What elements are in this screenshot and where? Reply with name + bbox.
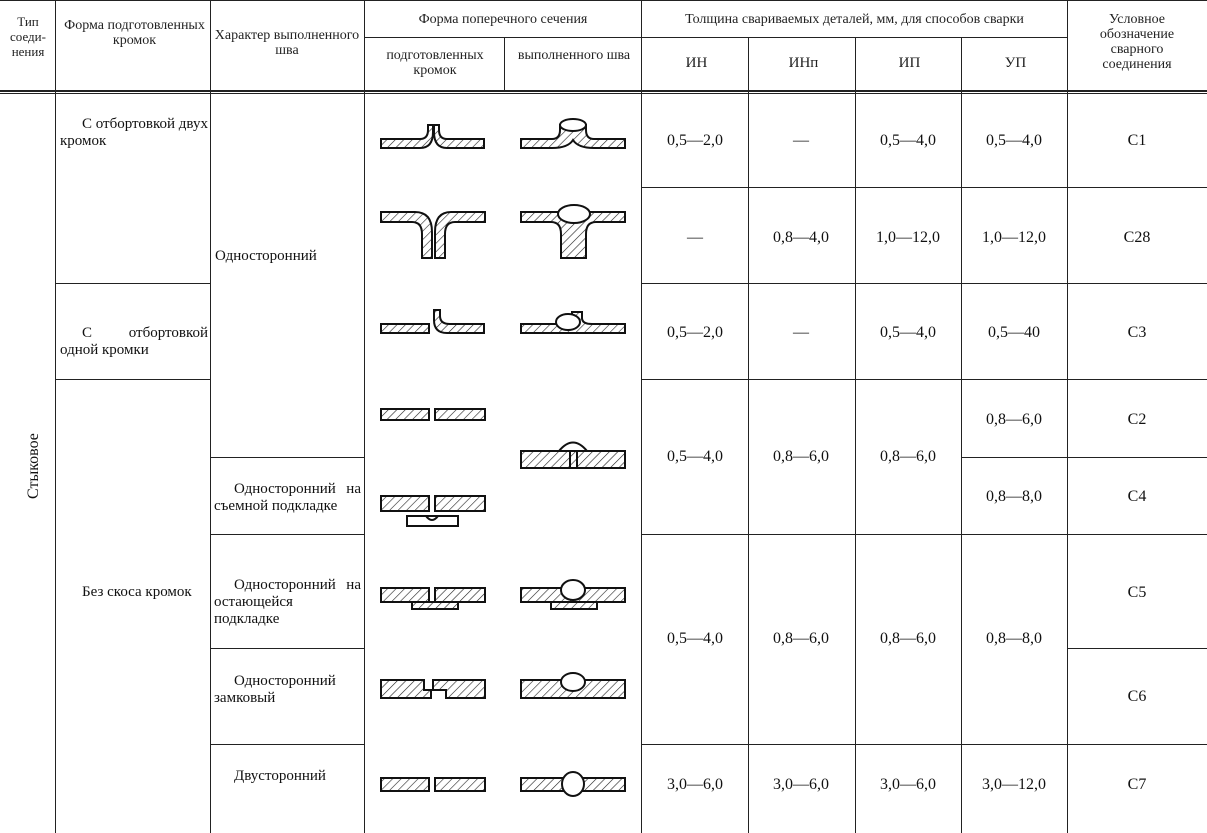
header-thickness: Толщина свариваемых деталей, мм, для способов сварки: [685, 12, 1024, 27]
character-permanent-backing: Односторонний на остающейся подкладке: [214, 577, 361, 627]
cell-c2c4-ip: 0,8—6,0: [880, 448, 936, 465]
cell-c5-code: С5: [1127, 584, 1147, 601]
sketch-c5-weld-bead: [561, 580, 585, 600]
sketch-c6-prepared: [433, 680, 485, 698]
cell-c28-in: —: [687, 229, 703, 246]
cell-c7-ip: 3,0—6,0: [880, 776, 936, 793]
edge-form-no-bevel: Без скоса кромок: [82, 584, 192, 600]
cell-c6-code: С6: [1127, 688, 1147, 705]
sketch-c2c4-weld-bead: [559, 443, 587, 452]
sketch-c7-weld-bead: [562, 772, 584, 796]
sketch-c4-prepared: [435, 496, 485, 511]
sketch-c2-prepared: [435, 409, 485, 420]
cell-c7-up: 3,0—12,0: [982, 776, 1046, 793]
header-section-prepared: подготовленных кромок: [386, 48, 484, 78]
cell-c28-ip: 1,0—12,0: [876, 229, 940, 246]
header-designation: Условное обозначение сварного соединения: [1099, 12, 1175, 72]
cell-c2c4-inp: 0,8—6,0: [773, 448, 829, 465]
sketch-c28-prepared: [435, 212, 485, 258]
sketch-c5-weld-backing: [551, 602, 597, 609]
cell-c7-inp: 3,0—6,0: [773, 776, 829, 793]
sketch-c28-prepared: [381, 212, 432, 258]
sketch-c1-prepared: [381, 125, 433, 148]
cell-c3-up: 0,5—40: [988, 324, 1040, 341]
header-section-weld: выполненного шва: [517, 48, 631, 63]
cell-c5c6-inp: 0,8—6,0: [773, 630, 829, 647]
cell-c1-code: С1: [1127, 132, 1147, 149]
cell-c28-inp: 0,8—4,0: [773, 229, 829, 246]
sketch-c1-weld-bead: [560, 119, 586, 131]
sketch-c2-prepared: [381, 409, 429, 420]
header-section: Форма поперечного сечения: [418, 12, 588, 27]
cell-c7-in: 3,0—6,0: [667, 776, 723, 793]
cell-c28-up: 1,0—12,0: [982, 229, 1046, 246]
cell-c5c6-in: 0,5—4,0: [667, 630, 723, 647]
cell-c1-in: 0,5—2,0: [667, 132, 723, 149]
header-joint-type: Тип соеди-нения: [10, 14, 46, 59]
cell-c2c4-in: 0,5—4,0: [667, 448, 723, 465]
header-method-in: ИН: [685, 55, 708, 71]
sketch-c6-prepared: [381, 680, 431, 698]
cell-c3-code: С3: [1127, 324, 1147, 341]
cell-c3-ip: 0,5—4,0: [880, 324, 936, 341]
cell-c4-up: 0,8—8,0: [986, 488, 1042, 505]
header-character: Характер выполненного шва: [214, 28, 360, 58]
cell-c1-inp: —: [793, 132, 809, 149]
character-one-sided: Односторонний: [215, 248, 317, 264]
header-edge-form: Форма подготовленных кромок: [64, 18, 205, 48]
sketch-c7-prepared: [381, 778, 429, 791]
sketch-c4-prepared: [381, 496, 429, 511]
edge-form-two-flanged: С отбортовкой двух кромок: [60, 116, 208, 149]
character-two-sided: Двусторонний: [234, 768, 326, 784]
sketch-c3-weld-bead: [556, 314, 580, 330]
character-lock: Односторонний замковый: [214, 673, 336, 706]
sketch-c4-backing: [407, 516, 458, 526]
sketch-c3-prepared: [381, 324, 429, 333]
character-removable-backing: Односторонний на съемной подкладке: [214, 481, 361, 514]
cell-c3-inp: —: [793, 324, 809, 341]
sketch-c6-weld-bead: [561, 673, 585, 691]
header-method-inp: ИНп: [788, 55, 819, 71]
header-method-up: УП: [1004, 55, 1027, 71]
sketch-c1-prepared: [434, 125, 484, 148]
cell-c1-up: 0,5—4,0: [986, 132, 1042, 149]
sketch-c7-prepared: [435, 778, 485, 791]
header-method-ip: ИП: [898, 55, 921, 71]
cell-c2-code: С2: [1127, 411, 1147, 428]
cell-c1-ip: 0,5—4,0: [880, 132, 936, 149]
sketch-c5-prepared: [435, 588, 485, 602]
cell-c5c6-ip: 0,8—6,0: [880, 630, 936, 647]
cell-c3-in: 0,5—2,0: [667, 324, 723, 341]
joint-type-label: Стыковое: [25, 433, 42, 499]
sketch-c5-backing: [412, 602, 458, 609]
sketch-c3-prepared: [434, 310, 484, 333]
cell-c28-code: С28: [1123, 229, 1151, 246]
sketch-c2c4-weld: [521, 451, 625, 468]
cell-c7-code: С7: [1127, 776, 1147, 793]
cell-c2-up: 0,8—6,0: [986, 411, 1042, 428]
edge-form-one-flanged: С отбортовкой одной кромки: [60, 325, 208, 358]
cell-c5c6-up: 0,8—8,0: [986, 630, 1042, 647]
sketch-c5-prepared: [381, 588, 429, 602]
cell-c4-code: С4: [1127, 488, 1147, 505]
sketch-c28-weld-bead: [558, 205, 590, 223]
